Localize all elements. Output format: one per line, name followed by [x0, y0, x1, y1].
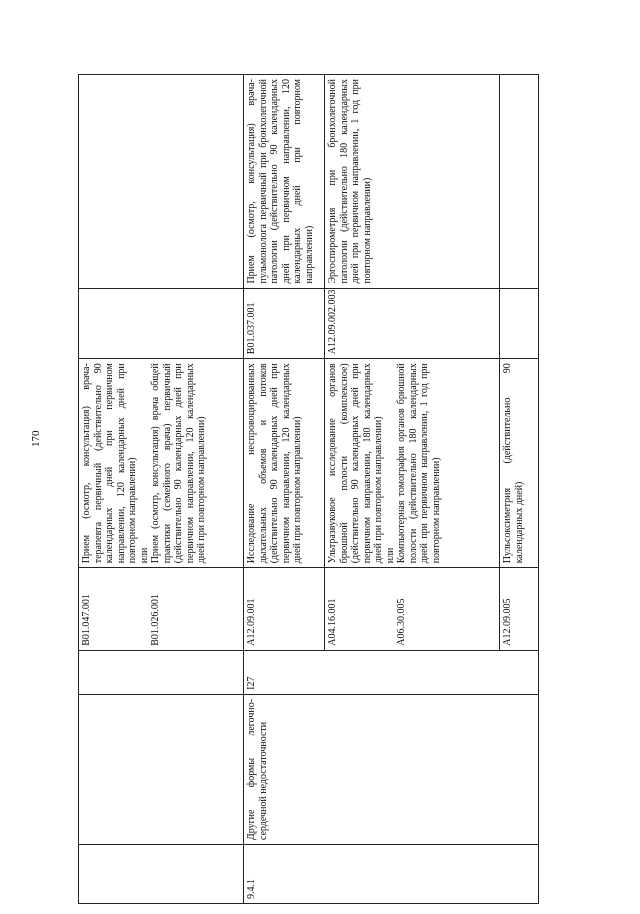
disease-cell	[79, 694, 244, 844]
service-name: Прием (осмотр, консультация) врача-терапевта первичный (действительно 90 календарных дней при первичном направлении, 120 календарных дней при повторном направлении) или Прием (осмотр, консультация) врача общей практики (семейного врача) первичный (действительно 90 календарных дней при первичном направлении, 120 календарных дней при повторном направлении)	[79, 359, 244, 568]
or-label: или	[384, 547, 396, 564]
service-code: A12.09.005	[500, 568, 539, 650]
table-row-continuation	[79, 75, 244, 904]
extra-service-code: A12.09.002.003	[325, 288, 500, 359]
table-row	[244, 75, 325, 904]
service-code: A04.16.001 A06.30.005	[325, 568, 500, 650]
extra-service-name	[79, 75, 244, 289]
extra-service-name	[500, 75, 539, 289]
extra-service-name: Прием (осмотр, консультация) врача-пульмонолога первичный при бронхолегочной патологии (действительно 90 календарных дней при первичном направлении, 120 календарных дней при повторном направлении)	[244, 75, 325, 289]
number-cell: 9.4.1	[244, 845, 539, 904]
disease-cell: Другие формы легочно-сердечной недостаточности	[244, 694, 539, 844]
extra-service-code	[500, 288, 539, 359]
service-name: Ультразвуковое исследование органов брюшной полости (комплексное) (действительно 90 календарных дней при первичном направлении, 180 календарных дней при повторном направлении) или Компьютерная томография органов брюшной полости (действительно 180 календарных дней при первичном направлении, 1 год при повторном направлении)	[325, 359, 500, 568]
page-number: 170	[30, 430, 42, 447]
number-cell	[79, 845, 244, 904]
or-label: или	[138, 547, 150, 564]
service-name: Пульсоксиметрия (действительно 90 календарных дней)	[500, 359, 539, 568]
mkb-cell	[79, 650, 244, 694]
services-table	[78, 74, 539, 904]
service-code: A12.09.001	[244, 568, 325, 650]
service-code: B01.047.001 B01.026.001	[79, 568, 244, 650]
extra-service-code	[79, 288, 244, 359]
extra-service-name: Эргоспирометрия при бронхолегочной патологии (действительно 180 календарных дней при первичном направлении, 1 год при повторном направлении)	[325, 75, 500, 289]
service-name: Исследование неспровоцированных дыхательных объемов и потоков (действительно 90 календарных дней при первичном направлении, 120 календарных дней при повторном направлении)	[244, 359, 325, 568]
extra-service-code: B01.037.001	[244, 288, 325, 359]
mkb-cell: I27	[244, 650, 539, 694]
